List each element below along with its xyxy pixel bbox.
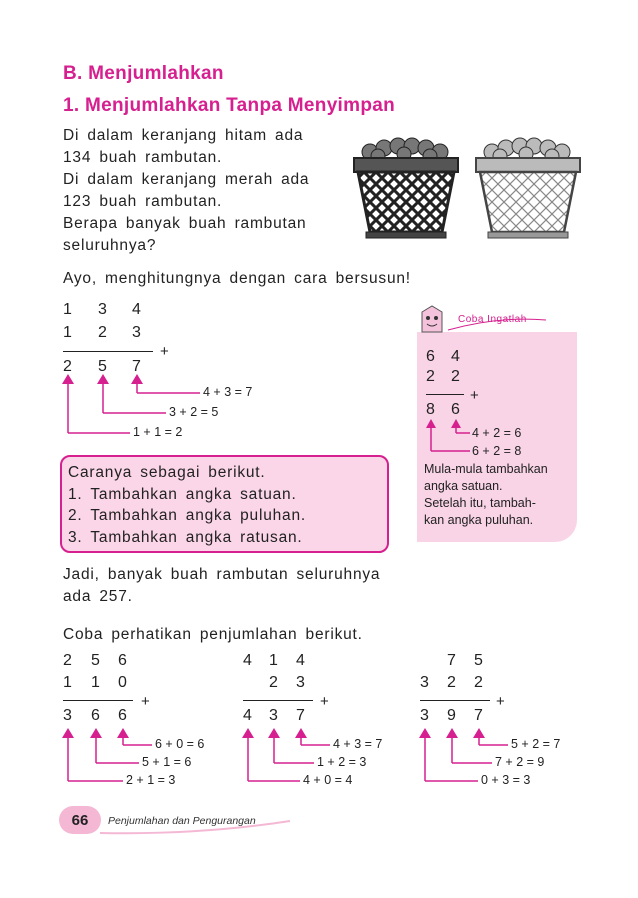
digit: 6 (118, 707, 127, 724)
digit: 2 (474, 674, 483, 691)
digit: 2 (426, 368, 435, 385)
digit: 3 (63, 707, 72, 724)
digit: 1 (91, 674, 100, 691)
digit: 7 (474, 707, 483, 724)
digit: 8 (426, 401, 435, 418)
hint-line: kan angka puluhan. (424, 513, 534, 527)
plus-sign: + (320, 693, 329, 710)
digit: 6 (91, 707, 100, 724)
steps-box-text (68, 462, 306, 548)
digit: 2 (447, 674, 456, 691)
mascot-icon (422, 306, 442, 332)
steps-line: 1. Tambahkan angka satuan. (68, 485, 297, 503)
intro-line: seluruhnya? (63, 237, 157, 254)
red-basket (476, 138, 580, 238)
section-title: B. Menjumlahkan (63, 63, 224, 84)
digit: 5 (474, 652, 483, 669)
example-arrows (0, 0, 1, 1)
step-equation: 4 + 3 = 7 (333, 737, 383, 751)
steps-line: Caranya sebagai berikut. (68, 464, 266, 481)
step-equation: 2 + 1 = 3 (126, 773, 176, 787)
digit: 4 (296, 652, 305, 669)
digit: 3 (420, 707, 429, 724)
steps-line: 3. Tambahkan angka ratusan. (68, 528, 303, 546)
digit: 1 (63, 674, 72, 691)
step-equation: 5 + 2 = 7 (511, 737, 561, 751)
hint-line: Mula-mula tambahkan (424, 462, 548, 476)
digit: 4 (243, 652, 252, 669)
intro-paragraph (63, 125, 309, 257)
digit: 2 (63, 652, 72, 669)
digit: 3 (269, 707, 278, 724)
step-equation: 7 + 2 = 9 (495, 755, 545, 769)
hint-label: Coba Ingatlah (458, 314, 527, 325)
intro-line: 123 buah rambutan. (63, 193, 223, 210)
hint-line: angka satuan. (424, 479, 503, 493)
digit: 2 (63, 358, 72, 375)
sum-rule (63, 351, 153, 352)
plus-sign: + (141, 693, 150, 710)
sum-rule (63, 700, 133, 701)
hint-text (424, 461, 548, 529)
footer-title: Penjumlahan dan Pengurangan (108, 815, 256, 827)
intro-line: 134 buah rambutan. (63, 149, 223, 166)
step-equation: 6 + 2 = 8 (472, 444, 522, 458)
digit: 6 (118, 652, 127, 669)
step-equation: 1 + 2 = 3 (317, 755, 367, 769)
steps-line: 2. Tambahkan angka puluhan. (68, 507, 307, 524)
digit: 5 (98, 358, 107, 375)
digit: 7 (296, 707, 305, 724)
hint-line: Setelah itu, tambah- (424, 496, 536, 510)
conclusion (63, 564, 380, 608)
intro-line: Berapa banyak buah rambutan (63, 215, 307, 232)
digit: 7 (132, 358, 141, 375)
digit: 7 (447, 652, 456, 669)
page-number: 66 (71, 812, 89, 829)
digit: 2 (98, 324, 107, 341)
step-equation: 4 + 3 = 7 (203, 385, 253, 399)
digit: 6 (426, 348, 435, 365)
sum-rule (420, 700, 490, 701)
step-equation: 0 + 3 = 3 (481, 773, 531, 787)
digit: 1 (63, 301, 72, 318)
try-instruction: Coba perhatikan penjumlahan berikut. (63, 626, 363, 643)
step-equation: 5 + 1 = 6 (142, 755, 192, 769)
digit: 3 (98, 301, 107, 318)
digit: 1 (269, 652, 278, 669)
digit: 9 (447, 707, 456, 724)
conclusion-line: ada 257. (63, 588, 133, 605)
digit: 4 (132, 301, 141, 318)
digit: 2 (451, 368, 460, 385)
step-equation: 4 + 2 = 6 (472, 426, 522, 440)
digit: 3 (420, 674, 429, 691)
digit: 3 (132, 324, 141, 341)
digit: 3 (296, 674, 305, 691)
step-equation: 6 + 0 = 6 (155, 737, 205, 751)
plus-sign: + (496, 693, 505, 710)
intro-line: Di dalam keranjang merah ada (63, 171, 310, 188)
plus-sign: + (160, 343, 169, 360)
subsection-title: 1. Menjumlahkan Tanpa Menyimpan (63, 95, 396, 116)
digit: 1 (63, 324, 72, 341)
black-basket (354, 138, 458, 238)
digit: 4 (243, 707, 252, 724)
digit: 0 (118, 674, 127, 691)
digit: 5 (91, 652, 100, 669)
digit: 6 (451, 401, 460, 418)
ayo-instruction: Ayo, menghitungnya dengan cara bersusun! (63, 270, 411, 287)
sum-rule (243, 700, 313, 701)
plus-sign: + (470, 387, 479, 404)
step-equation: 3 + 2 = 5 (169, 405, 219, 419)
digit: 4 (451, 348, 460, 365)
rambutan-baskets-illustration (340, 136, 580, 246)
step-equation: 1 + 1 = 2 (133, 425, 183, 439)
conclusion-line: Jadi, banyak buah rambutan seluruhnya (63, 566, 381, 583)
intro-line: Di dalam keranjang hitam ada (63, 127, 304, 144)
digit: 2 (269, 674, 278, 691)
hint-rule (426, 394, 464, 395)
step-equation: 4 + 0 = 4 (303, 773, 353, 787)
